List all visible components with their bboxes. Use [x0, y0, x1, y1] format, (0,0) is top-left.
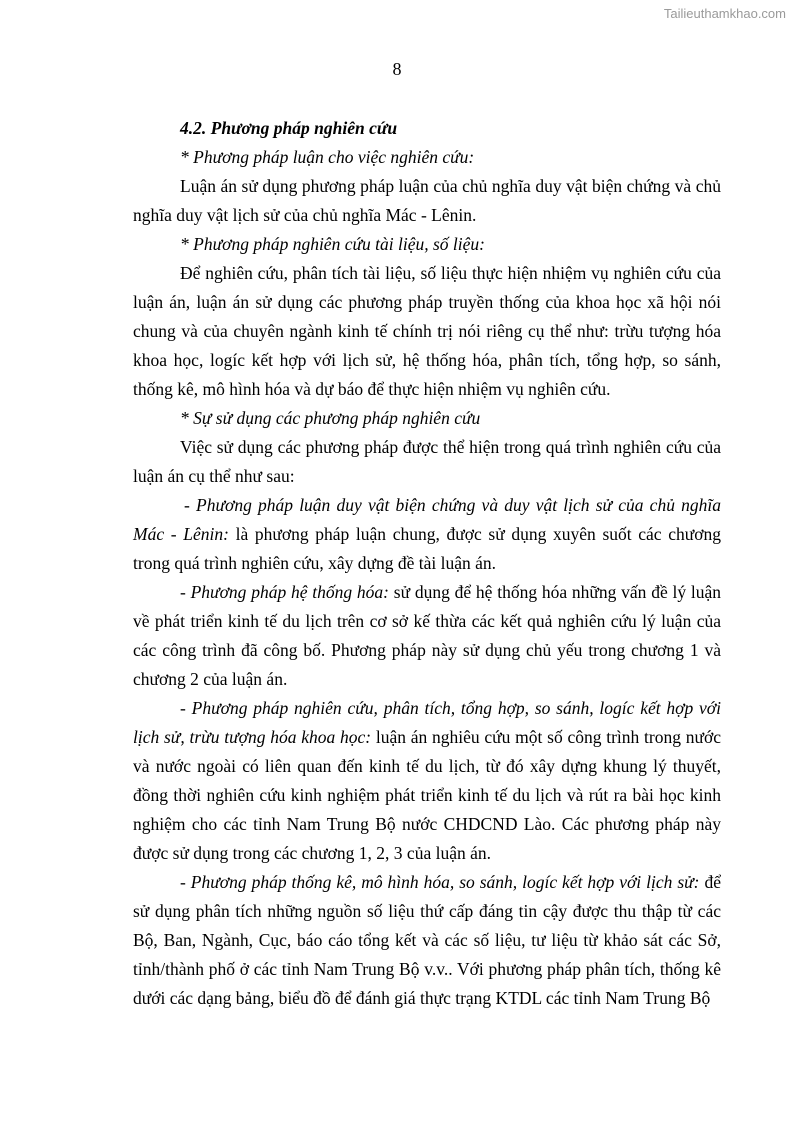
subsection-heading-documents: * Phương pháp nghiên cứu tài liệu, số liệu:: [180, 234, 485, 254]
method-description: sử dụng để hệ thống hóa những vấn đề lý luận về phát triển kinh tế du lịch trên cơ sở kế thừa các kết quả nghiên cứu lý luận của các công trình đã công bố. Phương pháp này sử dụng chủ yếu trong chương 1 và chương 2 của luận án.: [133, 582, 721, 689]
method-name: - Phương pháp hệ thống hóa:: [180, 582, 389, 602]
section-heading: 4.2. Phương pháp nghiên cứu: [180, 118, 398, 138]
page-number: 8: [392, 59, 402, 79]
method-name: - Phương pháp nghiên cứu, phân tích, tổng hợp, so sánh, logíc kết hợp với lịch sử, trừu tượng hóa khoa học:: [133, 698, 721, 747]
subsection-heading-methodology: * Phương pháp luận cho việc nghiên cứu:: [180, 147, 475, 167]
method-name: - Phương pháp thống kê, mô hình hóa, so sánh, logíc kết hợp với lịch sử:: [180, 872, 700, 892]
method-description: là phương pháp luận chung, được sử dụng xuyên suốt các chương trong quá trình nghiên cứu, xây dựng đề tài luận án.: [133, 524, 721, 573]
method-description: để sử dụng phân tích những nguồn số liệu thứ cấp đáng tin cậy được thu thập từ các Bộ, Ban, Ngành, Cục, báo cáo tổng kết và các số liệu, tư liệu từ khảo sát các Sở, tỉnh/thành phố ở các tỉnh Nam Trung Bộ v.v.. Với phương pháp phân tích, thống kê dưới các dạng bảng, biểu đồ để đánh giá thực trạng KTDL các tỉnh Nam Trung Bộ: [133, 872, 721, 1008]
method-item-analysis: [133, 694, 721, 868]
document-body: [133, 114, 721, 1013]
method-item-statistics: [133, 868, 721, 1013]
paragraph-methodology: Luận án sử dụng phương pháp luận của chủ nghĩa duy vật biện chứng và chủ nghĩa duy vật lịch sử của chủ nghĩa Mác - Lênin.: [133, 176, 721, 225]
method-name: - Phương pháp luận duy vật biện chứng và duy vật lịch sử của chủ nghĩa Mác - Lênin:: [133, 495, 721, 544]
paragraph-usage: Việc sử dụng các phương pháp được thể hiện trong quá trình nghiên cứu của luận án cụ thể như sau:: [133, 437, 721, 486]
method-description: luận án nghiêu cứu một số công trình trong nước và nước ngoài có liên quan đến kinh tế du lịch, từ đó xây dựng khung lý thuyết, đồng thời nghiên cứu kinh nghiệm phát triển kinh tế du lịch và rút ra bài học kinh nghiệm cho các tỉnh Nam Trung Bộ nước CHDCND Lào. Các phương pháp này được sử dụng trong các chương 1, 2, 3 của luận án.: [133, 727, 721, 863]
paragraph-documents: Để nghiên cứu, phân tích tài liệu, số liệu thực hiện nhiệm vụ nghiên cứu của luận án, luận án sử dụng các phương pháp truyền thống của khoa học xã hội nói chung và của chuyên ngành kinh tế chính trị nói riêng cụ thể như: trừu tượng hóa khoa học, logíc kết hợp với lịch sử, hệ thống hóa, phân tích, tổng hợp, so sánh, thống kê, mô hình hóa và dự báo để thực hiện nhiệm vụ nghiên cứu.: [133, 263, 721, 399]
watermark: Tailieuthamkhao.com: [663, 6, 786, 21]
method-item-systematization: [133, 578, 721, 694]
method-item-dialectical: [133, 491, 721, 578]
subsection-heading-usage: * Sự sử dụng các phương pháp nghiên cứu: [180, 408, 481, 428]
